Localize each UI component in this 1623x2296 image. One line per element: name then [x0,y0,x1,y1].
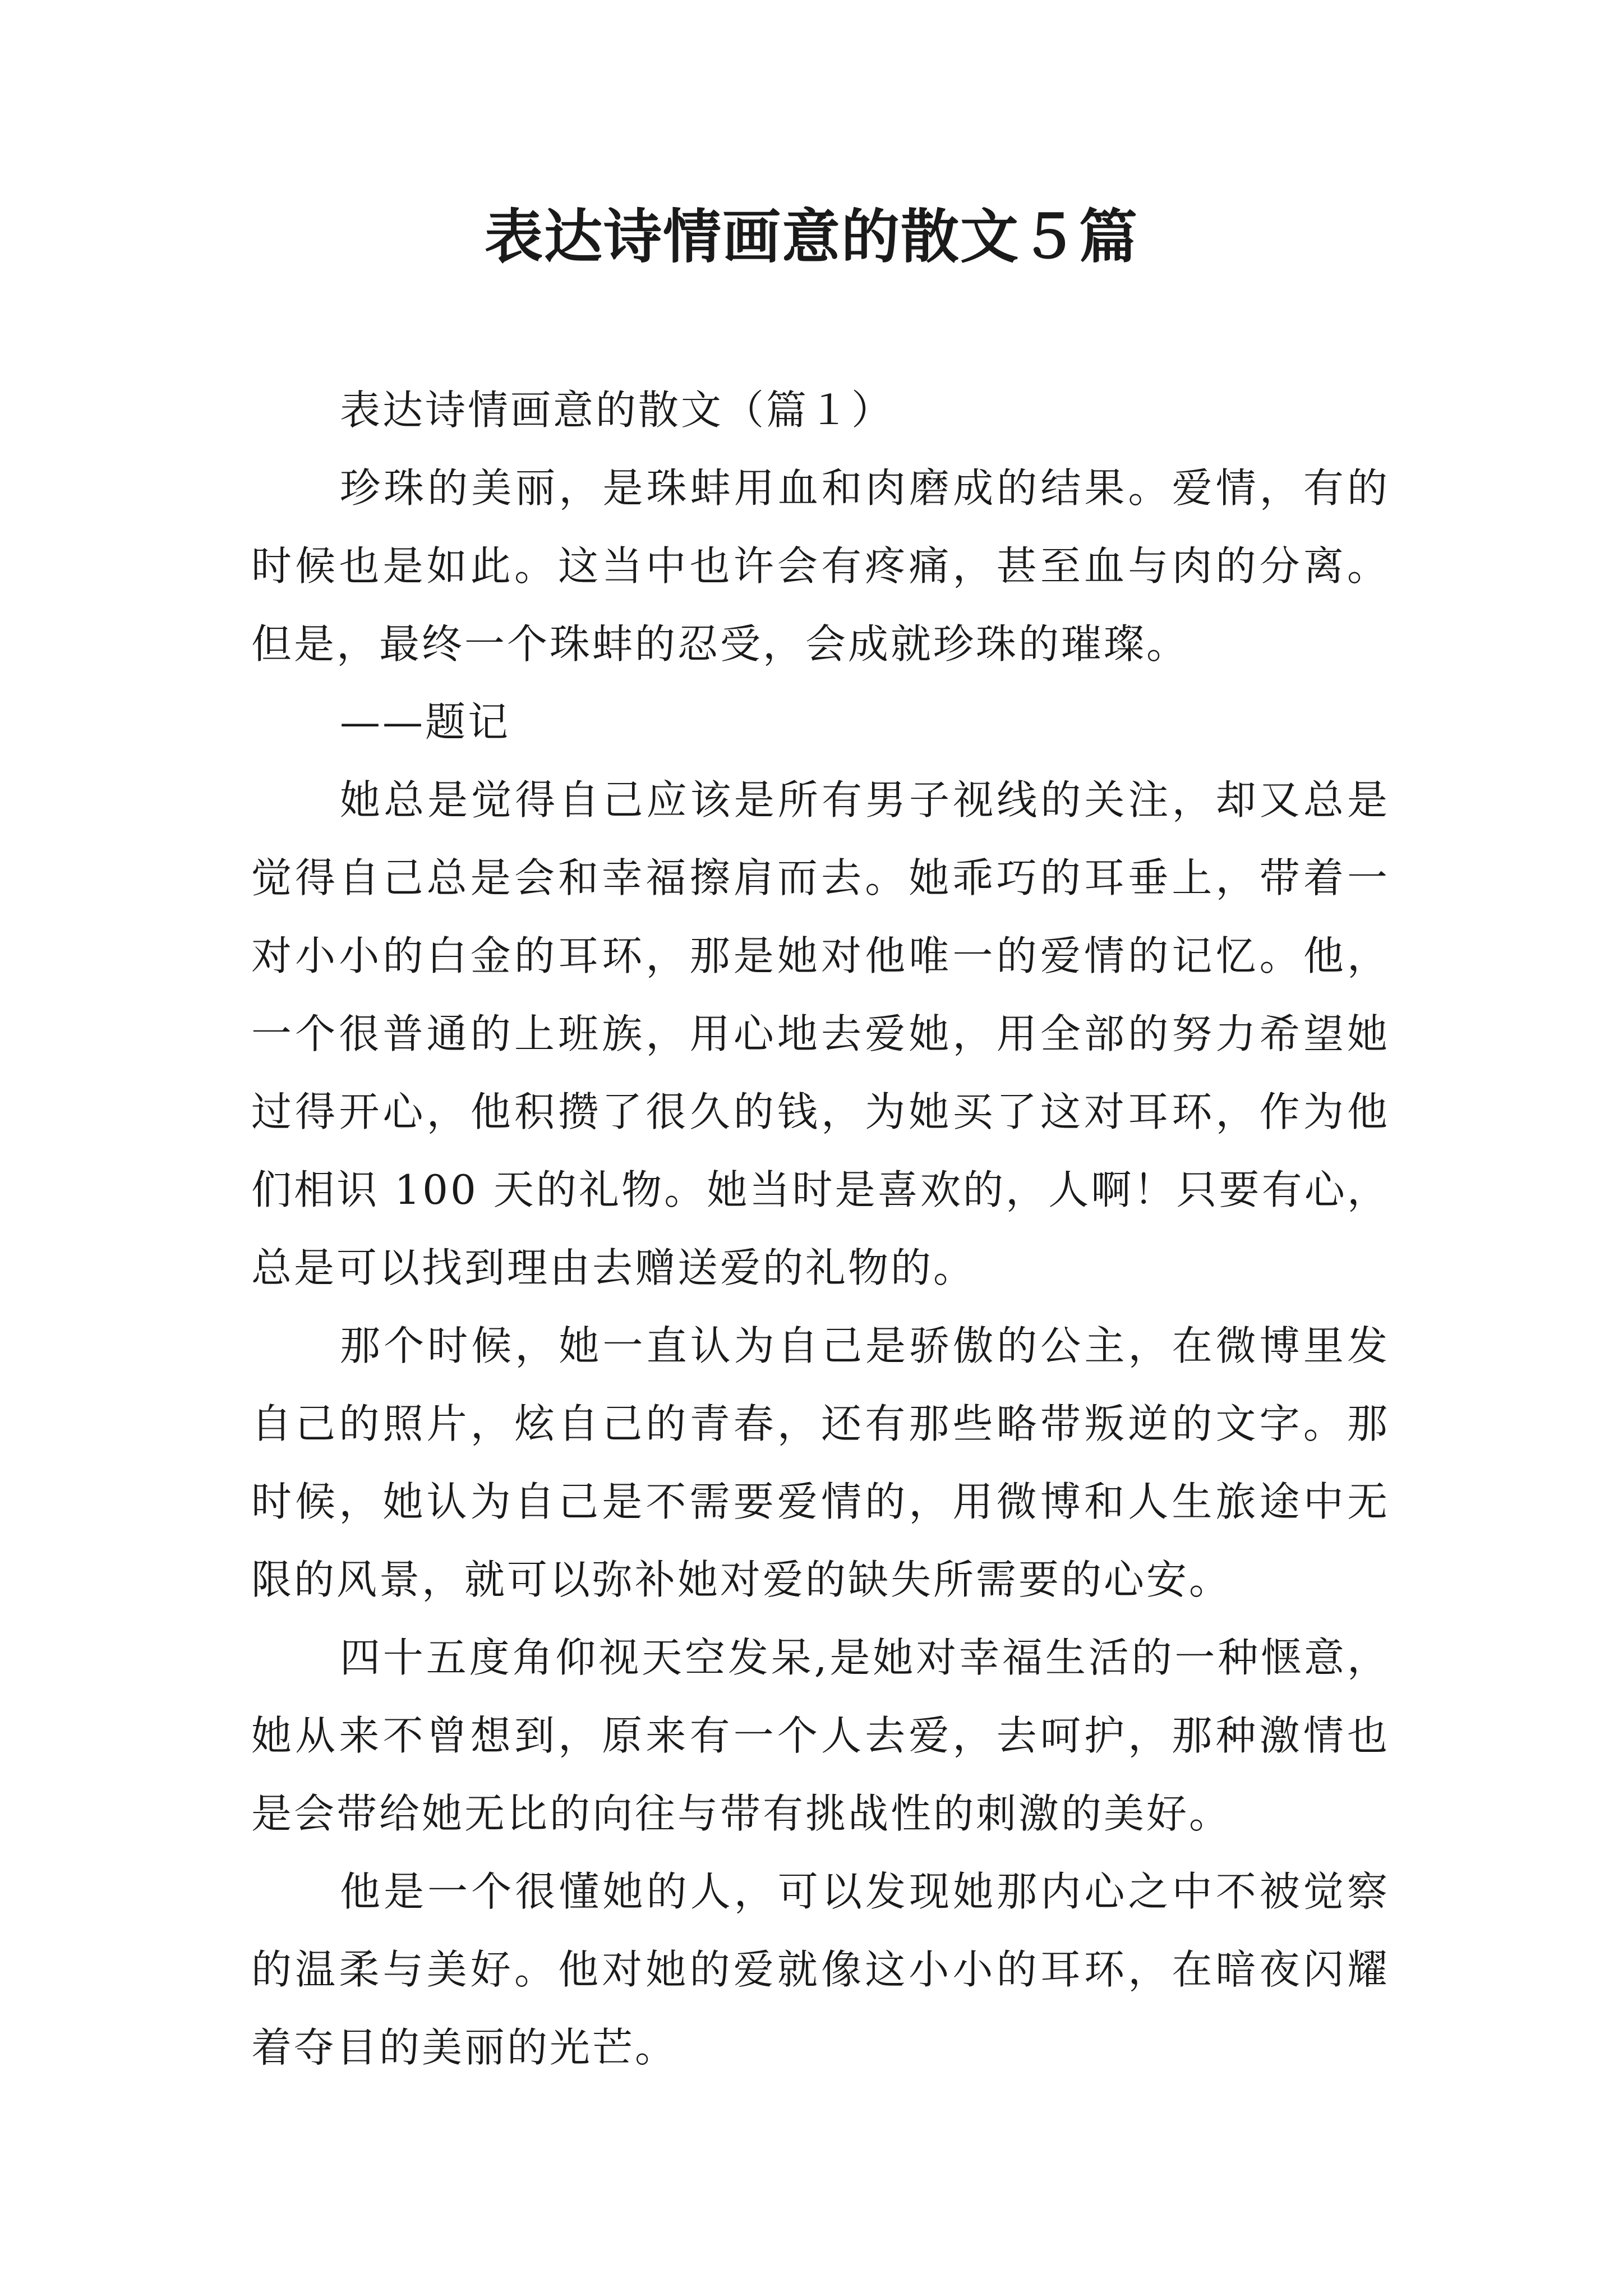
document-title: 表达诗情画意的散文５篇 [484,202,1138,271]
section-heading: 表达诗情画意的散文（篇１） [340,386,895,434]
body-paragraph: 他是一个很懂她的人，可以发现她那内心之中不被觉察的温柔与美好。他对她的爱就像这小小的耳环，在暗夜闪耀着夺目的美丽的光芒。 [251,1868,1390,2071]
document-body [251,371,1390,2087]
body-paragraph: 她总是觉得自己应该是所有男子视线的关注，却又总是觉得自己总是会和幸福擦肩而去。她乖巧的耳垂上，带着一对小小的白金的耳环，那是她对他唯一的爱情的记忆。他，一个很普通的上班族，用心地去爱她，用全部的努力希望她过得开心，他积攒了很久的钱，为她买了这对耳环，作为他们相识 100 天的礼物。她当时是喜欢的，人啊！只要有心，总是可以找到理由去赠送爱的礼物的。 [251,776,1390,1291]
epigraph-attribution: ——题记 [340,698,511,746]
epigraph-paragraph: 珍珠的美丽，是珠蚌用血和肉磨成的结果。爱情，有的时候也是如此。这当中也许会有疼痛，甚至血与肉的分离。但是，最终一个珠蚌的忍受，会成就珍珠的璀璨。 [251,464,1390,668]
body-paragraph: 四十五度角仰视天空发呆,是她对幸福生活的一种惬意，她从来不曾想到，原来有一个人去爱，去呵护，那种激情也是会带给她无比的向往与带有挑战性的刺激的美好。 [251,1634,1390,1837]
body-paragraph: 那个时候，她一直认为自己是骄傲的公主，在微博里发自己的照片，炫自己的青春，还有那些略带叛逆的文字。那时候，她认为自己是不需要爱情的，用微博和人生旅途中无限的风景，就可以弥补她对爱的缺失所需要的心安。 [251,1322,1390,1603]
